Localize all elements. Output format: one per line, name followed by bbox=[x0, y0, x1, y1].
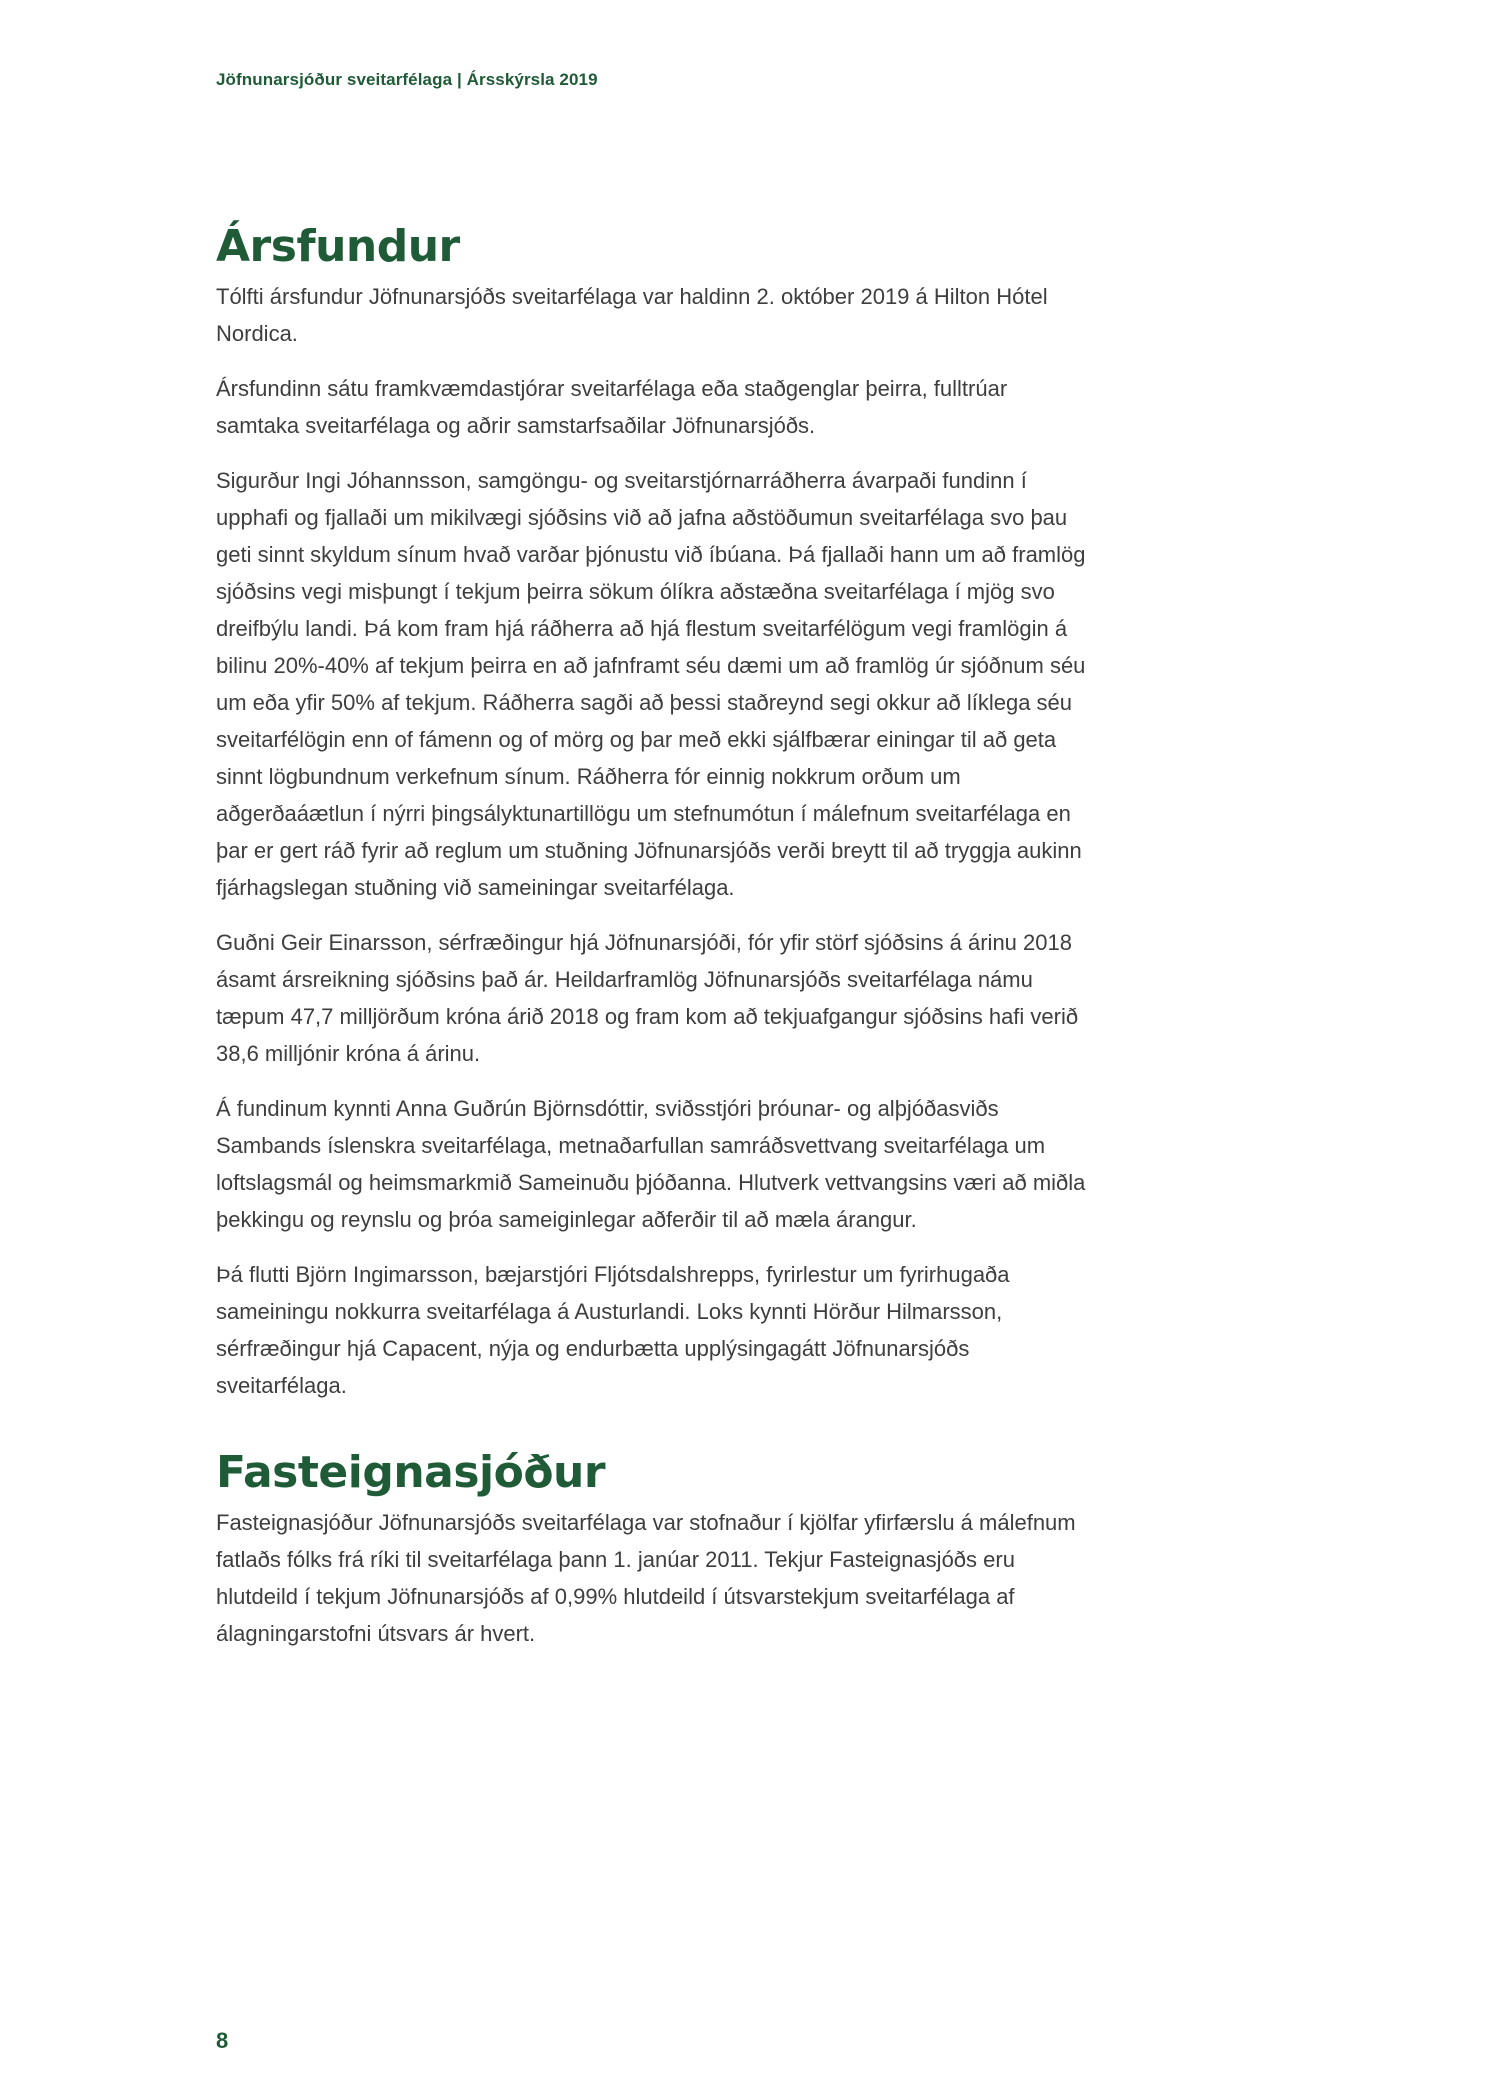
paragraph: Á fundinum kynnti Anna Guðrún Björnsdóttir, sviðsstjóri þróunar- og alþjóðasviðs Sambands íslenskra sveitarfélaga, metnaðarfullan samráðsvettvang sveitarfélaga um loftslagsmál og heimsmarkmið Sameinuðu þjóðanna. Hlutverk vettvangsins væri að miðla þekkingu og reynslu og þróa sameiginlegar aðferðir til að mæla árangur. bbox=[216, 1096, 1086, 1232]
page-content bbox=[216, 218, 1096, 1670]
section-heading: Ársfundur bbox=[216, 221, 460, 272]
paragraph: Ársfundinn sátu framkvæmdastjórar sveitarfélaga eða staðgenglar þeirra, fulltrúar samtaka sveitarfélaga og aðrir samstarfsaðilar Jöfnunarsjóðs. bbox=[216, 376, 1008, 438]
paragraph: Þá flutti Björn Ingimarsson, bæjarstjóri Fljótsdalshrepps, fyrirlestur um fyrirhugaða sameiningu nokkurra sveitarfélaga á Austurlandi. Loks kynnti Hörður Hilmarsson, sérfræðingur hjá Capacent, nýja og endurbætta upplýsingagátt Jöfnunarsjóðs sveitarfélaga. bbox=[216, 1262, 1010, 1398]
section-arsfundur bbox=[216, 218, 1096, 1404]
paragraph: Fasteignasjóður Jöfnunarsjóðs sveitarfélaga var stofnaður í kjölfar yfirfærslu á málefnum fatlaðs fólks frá ríki til sveitarfélaga þann 1. janúar 2011. Tekjur Fasteignasjóðs eru hlutdeild í tekjum Jöfnunarsjóðs af 0,99% hlutdeild í útsvarstekjum sveitarfélaga af álagningarstofni útsvars ár hvert. bbox=[216, 1510, 1076, 1646]
paragraph: Sigurður Ingi Jóhannsson, samgöngu- og sveitarstjórnarráðherra ávarpaði fundinn í upphafi og fjallaði um mikilvægi sjóðsins við að jafna aðstöðumun sveitarfélaga svo þau geti sinnt skyldum sínum hvað varðar þjónustu við íbúana. Þá fjallaði hann um að framlög sjóðsins vegi misþungt í tekjum þeirra sökum ólíkra aðstæðna sveitarfélaga í mjög svo dreifbýlu landi. Þá kom fram hjá ráðherra að hjá flestum sveitarfélögum vegi framlögin á bilinu 20%-40% af tekjum þeirra en að jafnframt séu dæmi um að framlög úr sjóðnum séu um eða yfir 50% af tekjum. Ráðherra sagði að þessi staðreynd segi okkur að líklega séu sveitarfélögin enn of fámenn og of mörg og þar með ekki sjálfbærar einingar til að geta sinnt lögbundnum verkefnum sínum. Ráðherra fór einnig nokkrum orðum um aðgerðaáætlun í nýrri þingsályktunartillögu um stefnumótun í málefnum sveitarfélaga en þar er gert ráð fyrir að reglum um stuðning Jöfnunarsjóðs verði breytt til að tryggja aukinn fjárhagslegan stuðning við sameiningar sveitarfélaga. bbox=[216, 468, 1086, 900]
paragraph: Guðni Geir Einarsson, sérfræðingur hjá Jöfnunarsjóði, fór yfir störf sjóðsins á árinu 2018 ásamt ársreikning sjóðsins það ár. Heildarframlög Jöfnunarsjóðs sveitarfélaga námu tæpum 47,7 milljörðum króna árið 2018 og fram kom að tekjuafgangur sjóðsins hafi verið 38,6 milljónir króna á árinu. bbox=[216, 930, 1079, 1066]
page-number: 8 bbox=[216, 2028, 229, 2053]
section-fasteignasjodur bbox=[216, 1444, 1096, 1652]
paragraph: Tólfti ársfundur Jöfnunarsjóðs sveitarfélaga var haldinn 2. október 2019 á Hilton Hótel Nordica. bbox=[216, 284, 1048, 346]
section-heading: Fasteignasjóður bbox=[216, 1447, 606, 1498]
running-header: Jöfnunarsjóður sveitarfélaga | Ársskýrsla 2019 bbox=[216, 70, 598, 89]
